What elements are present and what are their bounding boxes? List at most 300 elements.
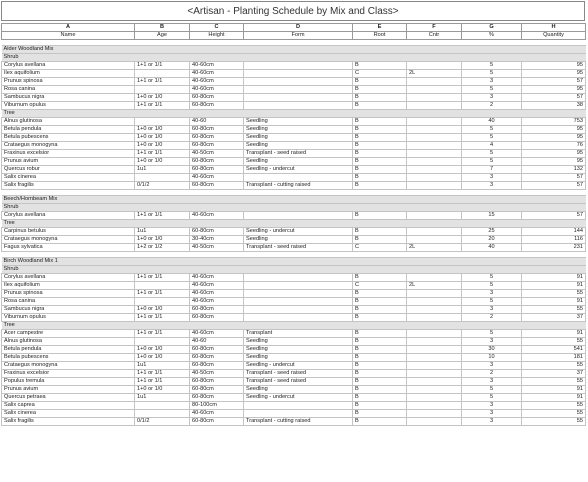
table-cell[interactable]: 25 [462,228,522,236]
table-cell[interactable]: 60-80cm [190,394,244,402]
table-cell[interactable]: 1u1 [135,362,190,370]
table-row[interactable] [2,134,586,142]
table-cell[interactable] [407,370,462,378]
column-header-percent[interactable]: % [462,32,522,40]
table-cell[interactable] [407,118,462,126]
table-cell[interactable]: B [353,402,407,410]
table-cell[interactable] [244,174,353,182]
table-cell[interactable]: 5 [462,282,522,290]
table-cell[interactable]: 60-80cm [190,158,244,166]
table-cell[interactable]: Crataegus monogyna [2,142,135,150]
table-row[interactable] [2,394,586,402]
table-cell[interactable]: Seedling [244,134,353,142]
table-cell[interactable]: Prunus avium [2,158,135,166]
table-cell[interactable]: Transplant - seed raised [244,244,353,252]
table-cell[interactable]: Ilex aquifolium [2,282,135,290]
table-cell[interactable]: B [353,298,407,306]
table-cell[interactable]: 57 [522,94,586,102]
table-cell[interactable]: B [353,362,407,370]
table-cell[interactable]: Transplant [244,330,353,338]
table-cell[interactable]: 2L [407,282,462,290]
table-cell[interactable]: 40-50cm [190,244,244,252]
table-cell[interactable]: 91 [522,282,586,290]
table-row[interactable] [2,386,586,394]
table-cell[interactable]: 3 [462,378,522,386]
table-cell[interactable]: Salix cinerea [2,410,135,418]
table-cell[interactable] [407,402,462,410]
table-cell[interactable]: Betula pendula [2,346,135,354]
table-row[interactable] [2,354,586,362]
table-cell[interactable]: B [353,290,407,298]
table-cell[interactable]: Seedling [244,158,353,166]
table-cell[interactable] [244,314,353,322]
table-cell[interactable]: 5 [462,86,522,94]
table-cell[interactable]: B [353,78,407,86]
table-cell[interactable]: 95 [522,126,586,134]
table-cell[interactable] [135,338,190,346]
table-cell[interactable] [407,86,462,94]
table-cell[interactable]: 55 [522,290,586,298]
table-cell[interactable]: 5 [462,150,522,158]
table-cell[interactable]: Seedling [244,236,353,244]
table-cell[interactable]: 60-80cm [190,94,244,102]
table-cell[interactable]: 76 [522,142,586,150]
table-cell[interactable] [407,338,462,346]
table-cell[interactable]: 1+1 or 1/1 [135,378,190,386]
table-cell[interactable]: 1u1 [135,166,190,174]
table-cell[interactable]: Acer campestre [2,330,135,338]
mix-name[interactable]: Birch Woodland Mix 1 [2,258,586,266]
table-cell[interactable]: Corylus avellana [2,212,135,220]
table-cell[interactable]: 55 [522,338,586,346]
table-cell[interactable]: 91 [522,394,586,402]
class-name[interactable]: Shrub [2,266,586,274]
table-cell[interactable]: 60-80cm [190,134,244,142]
class-name[interactable]: Tree [2,322,586,330]
table-cell[interactable]: 60-80cm [190,306,244,314]
table-cell[interactable]: 5 [462,126,522,134]
table-cell[interactable]: 60-80cm [190,182,244,190]
table-cell[interactable] [407,78,462,86]
table-cell[interactable]: 2 [462,314,522,322]
table-cell[interactable]: Quercus petraea [2,394,135,402]
table-cell[interactable]: Populus tremula [2,378,135,386]
column-letter[interactable]: E [353,24,407,32]
column-letter[interactable]: A [2,24,135,32]
table-row[interactable] [2,118,586,126]
table-cell[interactable]: Sambucus nigra [2,94,135,102]
table-cell[interactable]: 1+1 or 1/1 [135,290,190,298]
column-letter[interactable]: H [522,24,586,32]
table-row[interactable] [2,70,586,78]
table-cell[interactable]: 2 [462,102,522,110]
table-row[interactable] [2,166,586,174]
table-cell[interactable] [407,290,462,298]
table-cell[interactable]: B [353,228,407,236]
table-row[interactable] [2,126,586,134]
table-cell[interactable]: B [353,370,407,378]
table-cell[interactable]: Ilex aquifolium [2,70,135,78]
table-cell[interactable]: 3 [462,290,522,298]
table-cell[interactable]: 37 [522,314,586,322]
table-cell[interactable]: 5 [462,386,522,394]
table-cell[interactable]: 5 [462,62,522,70]
table-cell[interactable] [407,62,462,70]
table-cell[interactable]: 57 [522,182,586,190]
table-cell[interactable] [135,298,190,306]
table-cell[interactable] [135,174,190,182]
table-cell[interactable] [407,158,462,166]
table-cell[interactable]: Transplant - seed raised [244,150,353,158]
table-cell[interactable]: C [353,70,407,78]
table-cell[interactable]: 3 [462,306,522,314]
table-cell[interactable]: 40-60cm [190,70,244,78]
table-cell[interactable]: Alnus glutinosa [2,338,135,346]
table-cell[interactable]: 1+1 or 1/1 [135,78,190,86]
table-cell[interactable]: 40-50cm [190,370,244,378]
table-cell[interactable]: 3 [462,402,522,410]
table-row[interactable] [2,290,586,298]
table-cell[interactable] [407,150,462,158]
table-cell[interactable] [407,330,462,338]
table-cell[interactable] [244,282,353,290]
table-cell[interactable]: Seedling [244,354,353,362]
table-cell[interactable]: 5 [462,70,522,78]
column-letter[interactable]: D [244,24,353,32]
table-cell[interactable]: 60-80cm [190,418,244,426]
table-cell[interactable]: 5 [462,330,522,338]
table-cell[interactable]: Seedling - undercut [244,228,353,236]
table-cell[interactable]: B [353,314,407,322]
table-cell[interactable]: 60-80cm [190,346,244,354]
table-cell[interactable]: Seedling - undercut [244,362,353,370]
table-cell[interactable]: C [353,282,407,290]
column-header-age[interactable]: Age [135,32,190,40]
table-cell[interactable]: Prunus spinosa [2,78,135,86]
table-row[interactable] [2,362,586,370]
table-cell[interactable]: 60-80cm [190,386,244,394]
table-cell[interactable] [135,402,190,410]
table-cell[interactable]: Crataegus monogyna [2,362,135,370]
table-cell[interactable]: Salix cinerea [2,174,135,182]
table-cell[interactable]: 3 [462,362,522,370]
table-cell[interactable]: 1+1 or 1/1 [135,314,190,322]
table-cell[interactable]: 5 [462,274,522,282]
table-cell[interactable]: 181 [522,354,586,362]
table-row[interactable] [2,78,586,86]
table-cell[interactable]: B [353,410,407,418]
table-cell[interactable]: 91 [522,298,586,306]
table-cell[interactable]: 40-60cm [190,78,244,86]
table-cell[interactable]: 40-60cm [190,410,244,418]
table-cell[interactable] [407,378,462,386]
table-cell[interactable]: 40-60cm [190,290,244,298]
table-cell[interactable]: Seedling [244,346,353,354]
table-cell[interactable] [407,362,462,370]
table-cell[interactable]: 1+1 or 1/1 [135,150,190,158]
table-cell[interactable]: 2L [407,244,462,252]
table-cell[interactable] [407,394,462,402]
column-letter[interactable]: C [190,24,244,32]
table-cell[interactable] [135,118,190,126]
table-cell[interactable] [244,86,353,94]
table-cell[interactable] [407,134,462,142]
table-cell[interactable]: 753 [522,118,586,126]
table-cell[interactable] [244,402,353,410]
table-cell[interactable]: B [353,212,407,220]
table-cell[interactable]: 5 [462,134,522,142]
table-cell[interactable]: 5 [462,298,522,306]
table-cell[interactable] [407,306,462,314]
table-cell[interactable]: 1+0 or 1/0 [135,306,190,314]
table-cell[interactable]: Quercus robur [2,166,135,174]
table-row[interactable] [2,236,586,244]
table-cell[interactable]: 1+0 or 1/0 [135,94,190,102]
table-cell[interactable]: Carpinus betulus [2,228,135,236]
table-cell[interactable]: B [353,142,407,150]
table-cell[interactable] [244,298,353,306]
table-row[interactable] [2,338,586,346]
table-row[interactable] [2,314,586,322]
table-cell[interactable]: B [353,274,407,282]
table-row[interactable] [2,402,586,410]
table-cell[interactable]: Fraxinus excelsior [2,150,135,158]
table-cell[interactable]: 116 [522,236,586,244]
table-cell[interactable]: 60-80cm [190,314,244,322]
table-cell[interactable]: Transplant - cutting raised [244,418,353,426]
class-name[interactable]: Shrub [2,204,586,212]
table-cell[interactable]: Seedling [244,338,353,346]
column-header-cntr[interactable]: Cntr [407,32,462,40]
table-cell[interactable]: 2L [407,70,462,78]
table-cell[interactable]: 55 [522,402,586,410]
table-row[interactable] [2,212,586,220]
table-cell[interactable]: 95 [522,134,586,142]
table-cell[interactable]: Crataegus monogyna [2,236,135,244]
table-cell[interactable]: B [353,182,407,190]
table-cell[interactable]: 40 [462,118,522,126]
table-cell[interactable]: 541 [522,346,586,354]
table-cell[interactable] [407,126,462,134]
table-cell[interactable]: B [353,150,407,158]
mix-name[interactable]: Alder Woodland Mix [2,46,586,54]
table-cell[interactable]: 91 [522,274,586,282]
table-cell[interactable]: 1+0 or 1/0 [135,126,190,134]
table-cell[interactable]: 55 [522,378,586,386]
table-cell[interactable]: 60-80cm [190,362,244,370]
table-cell[interactable] [244,274,353,282]
table-cell[interactable] [244,306,353,314]
table-cell[interactable] [407,166,462,174]
table-cell[interactable]: 3 [462,78,522,86]
table-cell[interactable]: Alnus glutinosa [2,118,135,126]
table-cell[interactable]: Transplant - seed raised [244,378,353,386]
column-header-quantity[interactable]: Quantity [522,32,586,40]
table-cell[interactable]: Sambucus nigra [2,306,135,314]
table-cell[interactable]: 1+2 or 1/2 [135,244,190,252]
table-cell[interactable] [407,386,462,394]
table-cell[interactable]: 80-100cm [190,402,244,410]
table-cell[interactable] [244,78,353,86]
table-cell[interactable]: 60-80cm [190,126,244,134]
table-cell[interactable]: 40-60 [190,118,244,126]
table-cell[interactable] [407,174,462,182]
table-row[interactable] [2,244,586,252]
table-row[interactable] [2,94,586,102]
table-cell[interactable]: Seedling [244,126,353,134]
table-cell[interactable] [244,94,353,102]
table-cell[interactable]: 1+0 or 1/0 [135,346,190,354]
table-cell[interactable]: B [353,394,407,402]
table-cell[interactable]: 40-50cm [190,150,244,158]
table-cell[interactable]: 1+1 or 1/1 [135,102,190,110]
table-cell[interactable]: 10 [462,354,522,362]
table-cell[interactable]: Betula pendula [2,126,135,134]
table-cell[interactable]: 57 [522,174,586,182]
table-cell[interactable]: Viburnum opulus [2,102,135,110]
table-cell[interactable]: 40-60cm [190,282,244,290]
table-cell[interactable] [407,102,462,110]
table-row[interactable] [2,174,586,182]
table-row[interactable] [2,86,586,94]
table-cell[interactable] [244,212,353,220]
table-cell[interactable]: Corylus avellana [2,62,135,70]
table-cell[interactable] [244,410,353,418]
table-cell[interactable]: Prunus spinosa [2,290,135,298]
table-cell[interactable]: 1+0 or 1/0 [135,386,190,394]
table-cell[interactable]: 95 [522,70,586,78]
column-letter[interactable]: F [407,24,462,32]
table-cell[interactable] [407,236,462,244]
table-cell[interactable] [407,212,462,220]
table-row[interactable] [2,150,586,158]
table-row[interactable] [2,282,586,290]
table-cell[interactable]: C [353,244,407,252]
table-cell[interactable]: 1u1 [135,228,190,236]
table-cell[interactable] [407,314,462,322]
table-cell[interactable]: 40-60cm [190,174,244,182]
table-cell[interactable]: 144 [522,228,586,236]
table-cell[interactable]: 40-60cm [190,274,244,282]
table-cell[interactable]: Salix caprea [2,402,135,410]
column-letter[interactable]: G [462,24,522,32]
table-cell[interactable] [407,94,462,102]
table-cell[interactable]: B [353,166,407,174]
table-row[interactable] [2,410,586,418]
table-cell[interactable]: Betula pubescens [2,134,135,142]
table-cell[interactable]: 1+1 or 1/1 [135,370,190,378]
table-cell[interactable]: B [353,86,407,94]
table-cell[interactable]: Salix fragilis [2,418,135,426]
table-cell[interactable] [407,410,462,418]
table-cell[interactable]: 40-60cm [190,212,244,220]
table-cell[interactable]: Rosa canina [2,298,135,306]
mix-name[interactable]: Beech/Hornbeam Mix [2,196,586,204]
table-cell[interactable]: Fraxinus excelsior [2,370,135,378]
table-cell[interactable]: Transplant - cutting raised [244,182,353,190]
table-cell[interactable] [407,228,462,236]
table-cell[interactable]: 1+1 or 1/1 [135,62,190,70]
table-cell[interactable]: Transplant - seed raised [244,370,353,378]
table-cell[interactable]: B [353,354,407,362]
table-cell[interactable]: Seedling [244,142,353,150]
table-row[interactable] [2,306,586,314]
table-cell[interactable]: 1+0 or 1/0 [135,142,190,150]
table-cell[interactable]: B [353,126,407,134]
table-cell[interactable]: 40-60 [190,338,244,346]
table-cell[interactable] [135,282,190,290]
table-cell[interactable]: 55 [522,418,586,426]
table-cell[interactable]: 40-60cm [190,86,244,94]
table-cell[interactable] [135,70,190,78]
table-cell[interactable]: 60-80cm [190,166,244,174]
table-row[interactable] [2,274,586,282]
table-cell[interactable]: B [353,94,407,102]
table-cell[interactable]: 7 [462,166,522,174]
table-cell[interactable]: 30-40cm [190,236,244,244]
table-row[interactable] [2,378,586,386]
class-name[interactable]: Tree [2,110,586,118]
column-header-name[interactable]: Name [2,32,135,40]
table-cell[interactable]: 40-60cm [190,62,244,70]
table-cell[interactable]: 60-80cm [190,228,244,236]
table-row[interactable] [2,62,586,70]
class-name[interactable]: Shrub [2,54,586,62]
column-header-root[interactable]: Root [353,32,407,40]
table-cell[interactable]: B [353,378,407,386]
table-cell[interactable]: B [353,338,407,346]
table-cell[interactable]: 57 [522,78,586,86]
table-row[interactable] [2,158,586,166]
table-cell[interactable]: 3 [462,174,522,182]
table-cell[interactable]: 5 [462,394,522,402]
table-row[interactable] [2,182,586,190]
table-cell[interactable]: 2 [462,370,522,378]
table-cell[interactable] [135,410,190,418]
table-cell[interactable]: B [353,174,407,182]
table-row[interactable] [2,370,586,378]
table-cell[interactable]: 231 [522,244,586,252]
table-cell[interactable]: 40-60cm [190,298,244,306]
table-cell[interactable]: Prunus avium [2,386,135,394]
table-cell[interactable]: 3 [462,338,522,346]
table-cell[interactable] [407,142,462,150]
table-cell[interactable]: 55 [522,306,586,314]
table-cell[interactable]: B [353,102,407,110]
table-cell[interactable]: 20 [462,236,522,244]
table-cell[interactable]: Betula pubescens [2,354,135,362]
table-cell[interactable]: 60-80cm [190,142,244,150]
table-cell[interactable]: 37 [522,370,586,378]
table-cell[interactable]: 91 [522,386,586,394]
table-cell[interactable]: 3 [462,418,522,426]
table-cell[interactable]: 1+1 or 1/1 [135,274,190,282]
table-cell[interactable]: 60-80cm [190,354,244,362]
table-cell[interactable]: 1+1 or 1/1 [135,212,190,220]
table-cell[interactable]: Seedling [244,118,353,126]
table-cell[interactable] [407,346,462,354]
table-cell[interactable]: 57 [522,212,586,220]
table-cell[interactable]: 38 [522,102,586,110]
table-cell[interactable]: B [353,158,407,166]
table-cell[interactable]: B [353,330,407,338]
table-cell[interactable]: 40-60cm [190,330,244,338]
table-cell[interactable]: Rosa canina [2,86,135,94]
table-cell[interactable]: 95 [522,86,586,94]
table-cell[interactable]: Corylus avellana [2,274,135,282]
table-cell[interactable]: 30 [462,346,522,354]
table-cell[interactable] [244,70,353,78]
